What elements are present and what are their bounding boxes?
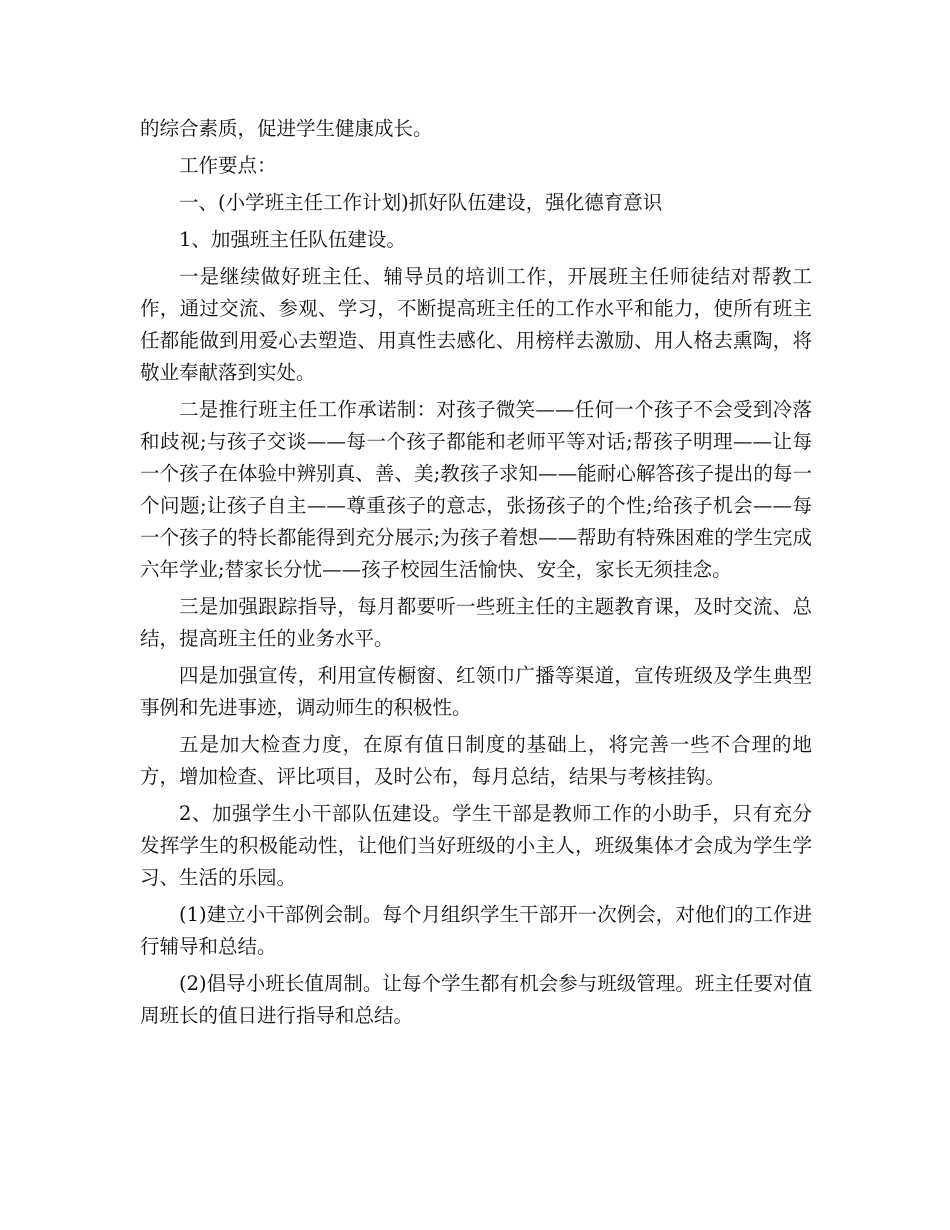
document-body xyxy=(140,113,812,1037)
paragraph-commitment: 二是推行班主任工作承诺制：对孩子微笑——任何一个孩子不会受到冷落和歧视;与孩子交谈——每一个孩子都能和老师平等对话;帮孩子明理——让每一个孩子在体验中辨别真、善、美;教孩子求知——能耐心解答孩子提出的每一个问题;让孩子自主——尊重孩子的意志，张扬孩子的个性;给孩子机会——每一个孩子的特长都能得到充分展示;为孩子着想——帮助有特殊困难的学生完成六年学业;替家长分忧——孩子校园生活愉快、安全，家长无须挂念。 xyxy=(140,398,812,581)
paragraph-sub-item-1: (1)建立小干部例会制。每个月组织学生干部开一次例会，对他们的工作进行辅导和总结。 xyxy=(140,903,812,958)
paragraph-sub-item-2: (2)倡导小班长值周制。让每个学生都有机会参与班级管理。班主任要对值周班长的值日进行指导和总结。 xyxy=(140,972,812,1027)
paragraph-continuation: 的综合素质，促进学生健康成长。 xyxy=(140,117,433,140)
paragraph-section-one-heading: 一、(小学班主任工作计划)抓好队伍建设，强化德育意识 xyxy=(179,191,663,214)
paragraph-inspection: 五是加大检查力度，在原有值日制度的基础上，将完善一些不合理的地方，增加检查、评比项目，及时公布，每月总结，结果与考核挂钩。 xyxy=(140,733,812,788)
paragraph-work-points-heading: 工作要点： xyxy=(179,154,277,177)
paragraph-guidance: 三是加强跟踪指导，每月都要听一些班主任的主题教育课，及时交流、总结，提高班主任的业务水平。 xyxy=(140,595,812,650)
paragraph-training: 一是继续做好班主任、辅导员的培训工作，开展班主任师徒结对帮教工作，通过交流、参观、学习，不断提高班主任的工作水平和能力，使所有班主任都能做到用爱心去塑造、用真性去感化、用榜样去激励、用人格去熏陶，将敬业奉献落到实处。 xyxy=(140,265,812,384)
paragraph-publicity: 四是加强宣传，利用宣传橱窗、红领巾广播等渠道，宣传班级及学生典型事例和先进事迹，调动师生的积极性。 xyxy=(140,664,812,719)
paragraph-item-1-heading: 1、加强班主任队伍建设。 xyxy=(179,228,406,251)
paragraph-item-2: 2、加强学生小干部队伍建设。学生干部是教师工作的小助手，只有充分发挥学生的积极能动性，让他们当好班级的小主人，班级集体才会成为学生学习、生活的乐园。 xyxy=(140,802,812,889)
